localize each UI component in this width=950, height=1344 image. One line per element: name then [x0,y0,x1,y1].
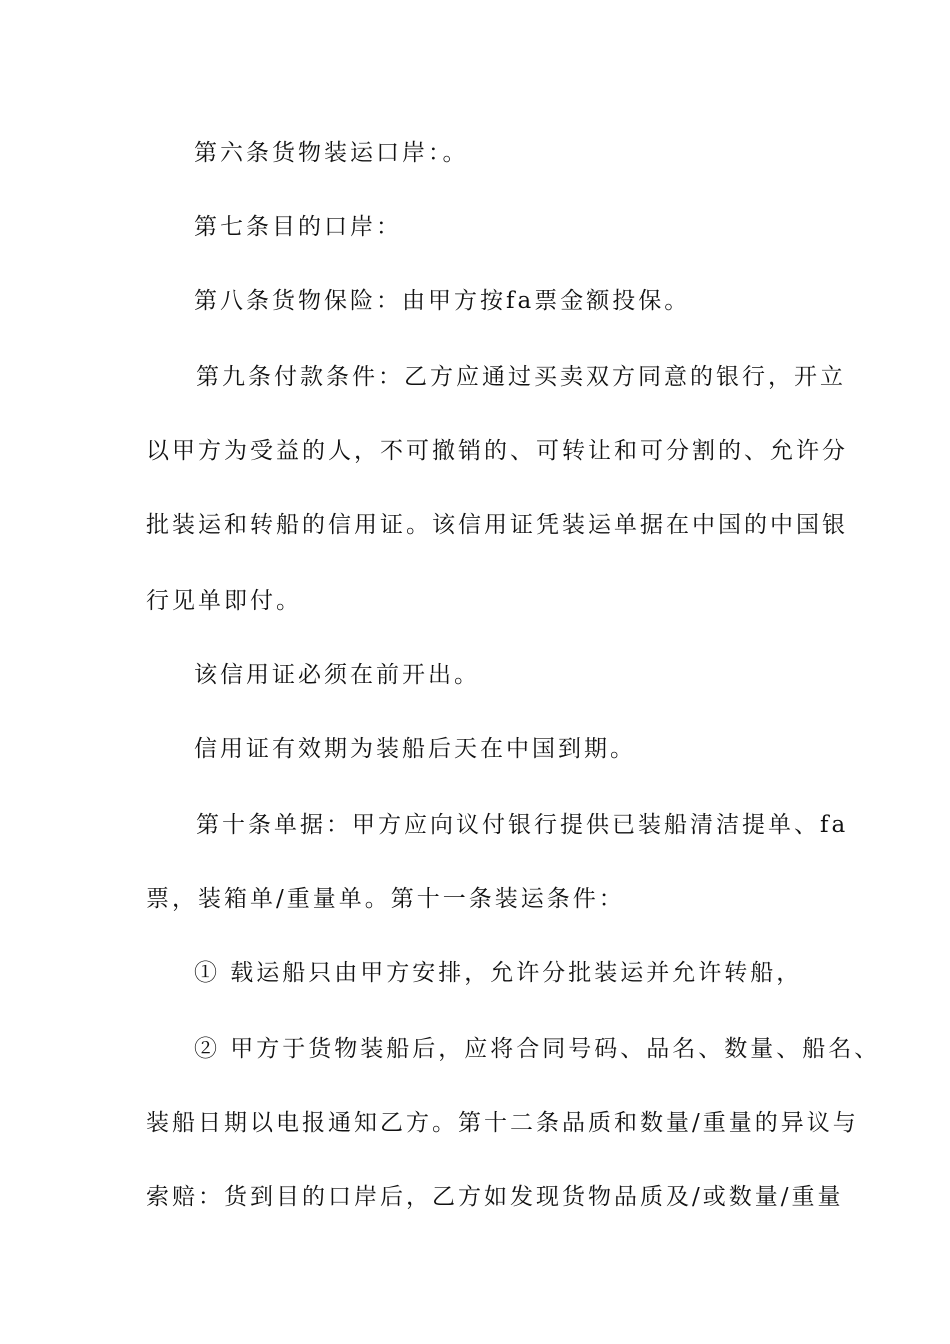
text-line: ① 载运船只由甲方安排，允许分批装运并允许转船， [194,960,803,986]
text-line: 该信用证必须在前开出。 [194,662,480,688]
text-line: 第九条付款条件：乙方应通过买卖双方同意的银行，开立 [196,364,846,390]
text-line: 以甲方为受益的人，不可撤销的、可转让和可分割的、允许分 [146,438,848,464]
text-line: 第七条目的口岸： [194,214,402,240]
text-line: ② 甲方于货物装船后，应将合同号码、品名、数量、船名、 [194,1036,881,1062]
text-line: 第六条货物装运口岸：。 [194,140,469,166]
text-line: 批装运和转船的信用证。该信用证凭装运单据在中国的中国银 [146,512,848,538]
text-line: 信用证有效期为装船后天在中国到期。 [194,736,636,762]
text-line: 索赔：货到目的口岸后，乙方如发现货物品质及/或数量/重量 [146,1184,844,1210]
text-line: 第八条货物保险：由甲方按fa票金额投保。 [194,288,691,314]
text-line: 装船日期以电报通知乙方。第十二条品质和数量/重量的异议与 [146,1110,859,1136]
text-line: 票，装箱单/重量单。第十一条装运条件： [146,886,625,912]
text-line: 第十条单据：甲方应向议付银行提供已装船清洁提单、fa [196,812,849,838]
text-line: 行见单即付。 [146,588,302,614]
